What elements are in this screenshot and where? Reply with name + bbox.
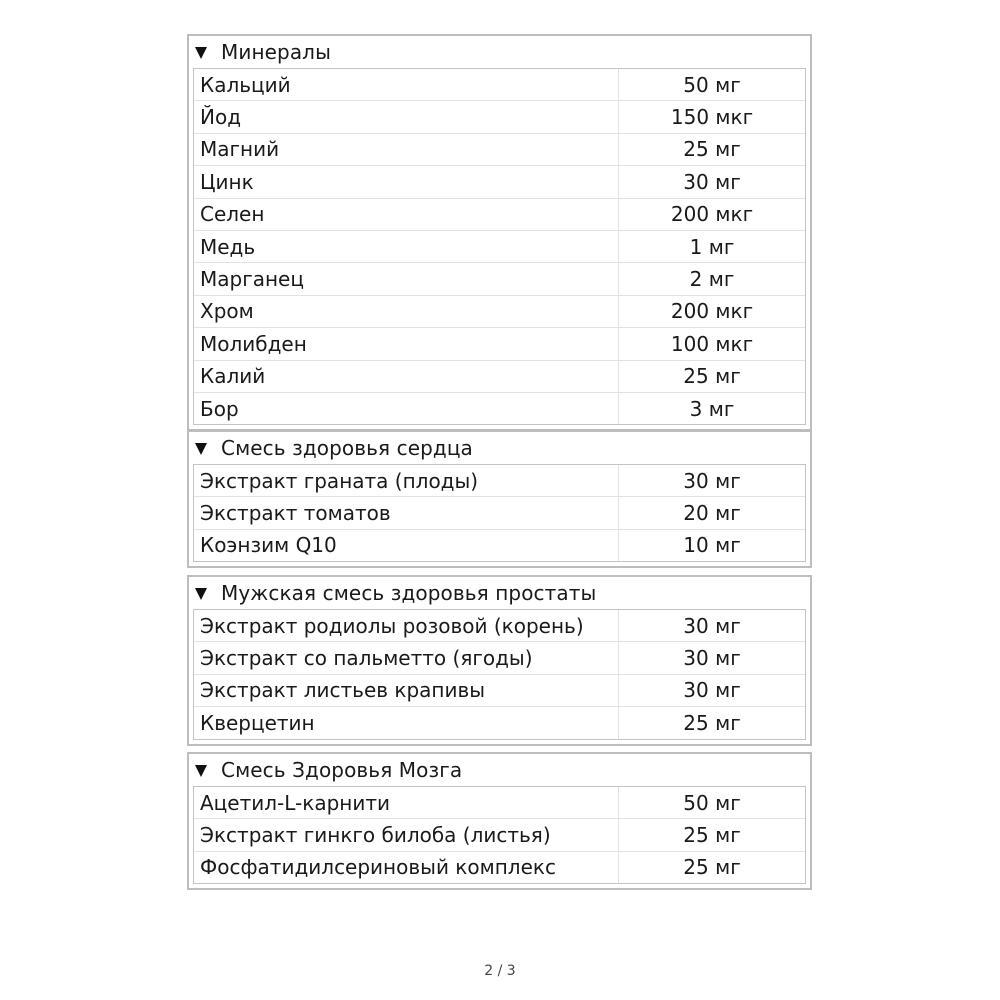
section-toggle-heart-health[interactable] <box>189 432 810 464</box>
table-row <box>194 497 805 529</box>
nutrient-name: Селен <box>194 199 619 230</box>
collapse-triangle-icon[interactable] <box>195 588 207 600</box>
table-row <box>194 231 805 263</box>
nutrient-name: Хром <box>194 296 619 327</box>
nutrient-table <box>193 68 806 425</box>
nutrient-table <box>193 464 806 562</box>
table-row <box>194 819 805 851</box>
nutrient-amount: 200 мкг <box>670 202 754 227</box>
table-row <box>194 530 805 561</box>
nutrient-table <box>193 786 806 884</box>
table-row <box>194 852 805 883</box>
table-row <box>194 675 805 707</box>
section-title: Мужская смесь здоровья простаты <box>221 581 597 605</box>
nutrient-amount: 25 мг <box>683 855 741 880</box>
table-row <box>194 199 805 231</box>
nutrient-name: Магний <box>194 134 619 165</box>
page-indicator: 2 / 3 <box>484 963 516 979</box>
nutrient-amount: 30 мг <box>683 646 741 671</box>
nutrient-amount: 25 мг <box>683 710 741 735</box>
nutrient-name: Фосфатидилсериновый комплекс <box>194 852 619 883</box>
nutrient-amount: 100 мкг <box>670 331 754 356</box>
table-row <box>194 642 805 674</box>
table-row <box>194 465 805 497</box>
nutrient-amount: 30 мг <box>683 613 741 638</box>
nutrient-name: Цинк <box>194 166 619 197</box>
nutrient-name: Кальций <box>194 69 619 100</box>
nutrient-amount: 10 мг <box>683 533 741 558</box>
nutrient-amount: 30 мг <box>683 169 741 194</box>
nutrient-amount: 25 мг <box>683 364 741 389</box>
collapse-triangle-icon[interactable] <box>195 765 207 777</box>
nutrient-table <box>193 609 806 740</box>
nutrient-name: Молибден <box>194 328 619 359</box>
table-row <box>194 69 805 101</box>
table-row <box>194 707 805 738</box>
nutrient-name: Экстракт гинкго билоба (листья) <box>194 819 619 850</box>
nutrient-name: Калий <box>194 361 619 392</box>
nutrient-name: Экстракт листьев крапивы <box>194 675 619 706</box>
table-row <box>194 263 805 295</box>
table-row <box>194 296 805 328</box>
table-row <box>194 134 805 166</box>
section-toggle-prostate-health[interactable] <box>189 577 810 609</box>
section-toggle-brain-health[interactable] <box>189 754 810 786</box>
nutrient-name: Медь <box>194 231 619 262</box>
section-title: Смесь здоровья сердца <box>221 436 473 460</box>
nutrient-name: Коэнзим Q10 <box>194 530 619 561</box>
nutrient-amount: 3 мг <box>689 396 735 421</box>
section-brain-health <box>187 752 812 890</box>
nutrient-name: Кверцетин <box>194 707 619 738</box>
nutrient-amount: 150 мкг <box>670 105 754 130</box>
table-row <box>194 361 805 393</box>
collapse-triangle-icon[interactable] <box>195 47 207 59</box>
nutrient-name: Экстракт томатов <box>194 497 619 528</box>
nutrient-name: Йод <box>194 101 619 132</box>
table-row <box>194 787 805 819</box>
table-row <box>194 610 805 642</box>
section-title: Смесь Здоровья Мозга <box>221 758 463 782</box>
nutrient-amount: 30 мг <box>683 468 741 493</box>
nutrient-amount: 200 мкг <box>670 299 754 324</box>
section-heart-health <box>187 430 812 568</box>
section-title: Минералы <box>221 40 331 64</box>
section-prostate-health <box>187 575 812 746</box>
nutrient-name: Экстракт родиолы розовой (корень) <box>194 610 619 641</box>
nutrient-amount: 50 мг <box>683 790 741 815</box>
nutrient-amount: 25 мг <box>683 137 741 162</box>
nutrient-amount: 1 мг <box>689 234 735 259</box>
nutrient-name: Бор <box>194 393 619 424</box>
nutrient-amount: 50 мг <box>683 72 741 97</box>
section-minerals <box>187 34 812 431</box>
nutrient-amount: 25 мг <box>683 823 741 848</box>
nutrient-name: Марганец <box>194 263 619 294</box>
table-row <box>194 393 805 424</box>
nutrient-name: Экстракт со пальметто (ягоды) <box>194 642 619 673</box>
collapse-triangle-icon[interactable] <box>195 443 207 455</box>
table-row <box>194 328 805 360</box>
section-toggle-minerals[interactable] <box>189 36 810 68</box>
nutrient-amount: 2 мг <box>689 267 735 292</box>
table-row <box>194 101 805 133</box>
nutrient-amount: 20 мг <box>683 501 741 526</box>
nutrient-name: Ацетил-L-карнити <box>194 787 619 818</box>
table-row <box>194 166 805 198</box>
nutrient-amount: 30 мг <box>683 678 741 703</box>
nutrient-name: Экстракт граната (плоды) <box>194 465 619 496</box>
